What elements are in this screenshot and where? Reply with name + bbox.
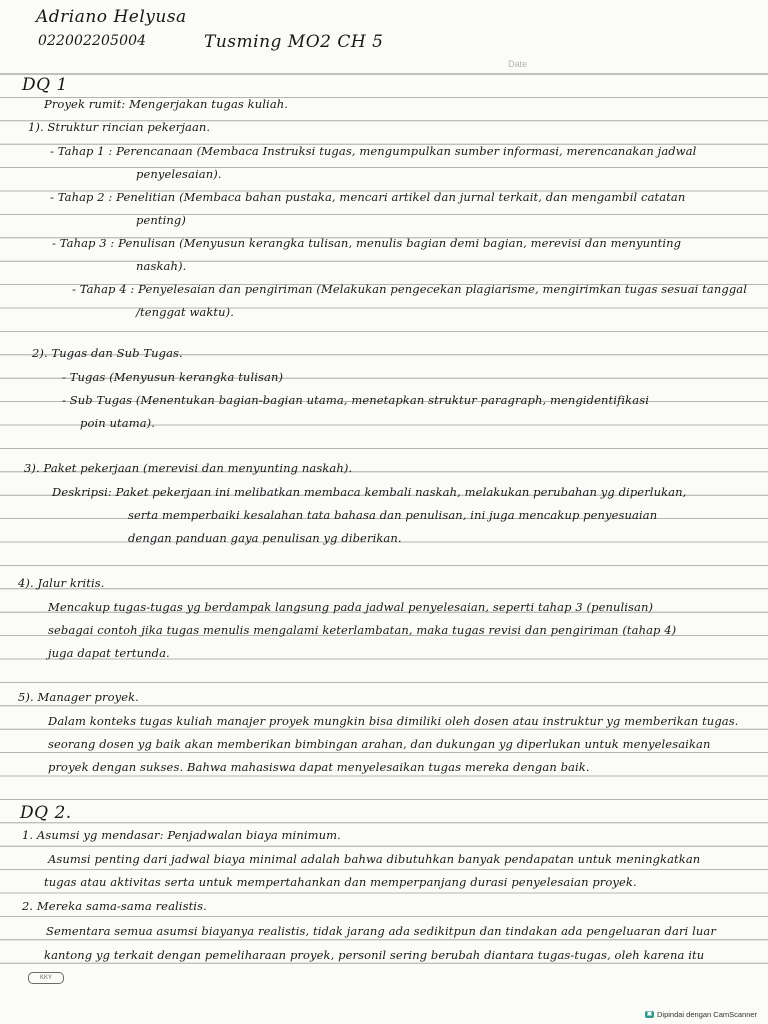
notebook-brand-logo: KKY [28, 972, 64, 984]
note-line: 1. Asumsi yg mendasar: Penjadwalan biaya minimum. [22, 828, 341, 842]
note-line: - Tahap 1 : Perencanaan (Membaca Instruksi tugas, mengumpulkan sumber informasi, merencanakan jadwal [50, 144, 697, 158]
date-label: Date [508, 59, 528, 69]
note-line: 2). Tugas dan Sub Tugas. [32, 346, 183, 360]
note-line: kantong yg terkait dengan pemeliharaan proyek, personil sering berubah diantara tugas-tugas, oleh karena itu [44, 948, 705, 962]
note-line: naskah). [136, 259, 187, 273]
note-line: seorang dosen yg baik akan memberikan bimbingan arahan, dan dukungan yg diperlukan untuk menyelesaikan [48, 737, 711, 751]
note-line: Dalam konteks tugas kuliah manajer proyek mungkin bisa dimiliki oleh dosen atau instruktur yg memberikan tugas. [48, 714, 739, 728]
note-line: - Tugas (Menyusun kerangka tulisan) [62, 370, 284, 384]
note-line: poin utama). [80, 416, 156, 430]
note-line: 2. Mereka sama-sama realistis. [22, 899, 207, 913]
note-line: penyelesaian). [136, 167, 222, 181]
note-line: Deskripsi: Paket pekerjaan ini melibatkan membaca kembali naskah, melakukan perubahan yg diperlukan, [52, 485, 687, 499]
note-line: 3). Paket pekerjaan (merevisi dan menyunting naskah). [24, 461, 353, 475]
note-line: - Tahap 2 : Penelitian (Membaca bahan pustaka, mencari artikel dan jurnal terkait, dan mengambil catatan [50, 190, 686, 204]
note-line: - Tahap 4 : Penyelesaian dan pengiriman (Melakukan pengecekan plagiarisme, mengirimkan tugas sesuai tanggal [72, 282, 748, 296]
camscanner-icon: ▣ [646, 1011, 653, 1017]
note-line: tugas atau aktivitas serta untuk mempertahankan dan memperpanjang durasi penyelesaian proyek. [44, 875, 637, 889]
note-line: juga dapat tertunda. [48, 646, 170, 660]
student-id: 022002205004 [38, 33, 147, 49]
note-line: serta memperbaiki kesalahan tata bahasa dan penulisan, ini juga mencakup penyesuaian [128, 508, 658, 522]
note-line: 4). Jalur kritis. [18, 576, 105, 590]
assignment-title: Tusming MO2 CH 5 [204, 32, 384, 52]
note-line: - Sub Tugas (Menentukan bagian-bagian utama, menetapkan struktur paragraph, mengidentifikasi [62, 393, 649, 407]
note-line: Sementara semua asumsi biayanya realistis, tidak jarang ada sedikitpun dan tindakan ada pengeluaran dari luar [46, 924, 716, 938]
note-line: proyek dengan sukses. Bahwa mahasiswa dapat menyelesaikan tugas mereka dengan baik. [48, 760, 590, 774]
note-line: 1). Struktur rincian pekerjaan. [28, 120, 211, 134]
section-heading: DQ 1 [22, 75, 68, 95]
camscanner-label: Dipindai dengan CamScanner [657, 1010, 758, 1019]
camscanner-watermark [645, 1010, 757, 1019]
note-line: sebagai contoh jika tugas menulis mengalami keterlambatan, maka tugas revisi dan pengiriman (tahap 4) [48, 623, 677, 637]
section-heading: DQ 2. [20, 803, 72, 823]
student-name: Adriano Helyusa [36, 7, 187, 27]
note-line: Proyek rumit: Mengerjakan tugas kuliah. [44, 97, 289, 111]
note-line: Mencakup tugas-tugas yg berdampak langsung pada jadwal penyelesaian, seperti tahap 3 (penulisan) [48, 600, 654, 614]
note-line: /tenggat waktu). [136, 305, 235, 319]
note-line: Asumsi penting dari jadwal biaya minimal adalah bahwa dibutuhkan banyak pendapatan untuk meningkatkan [48, 852, 701, 866]
note-line: penting) [136, 213, 186, 227]
note-line: dengan panduan gaya penulisan yg diberikan. [128, 531, 402, 545]
note-line: - Tahap 3 : Penulisan (Menyusun kerangka tulisan, menulis bagian demi bagian, merevisi dan menyunting [52, 236, 682, 250]
note-line: 5). Manager proyek. [18, 690, 139, 704]
